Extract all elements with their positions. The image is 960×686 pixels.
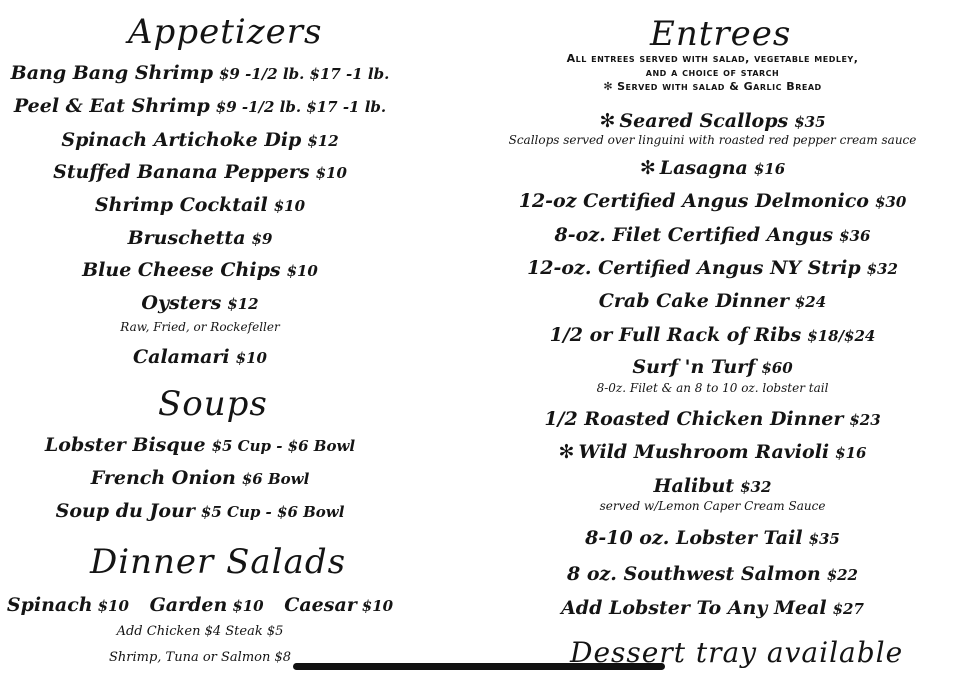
menu-item: 8-oz. Filet Certified Angus $36 [554, 224, 871, 246]
menu-item: ✻ Seared Scallops $35 [599, 110, 826, 132]
entrees-subtitle-1: All entrees served with salad, vegetable medley, [566, 52, 859, 65]
menu-item: Stuffed Banana Peppers $10 [53, 161, 347, 183]
item-note: served w/Lemon Caper Cream Sauce [599, 499, 826, 513]
menu-item: 8-10 oz. Lobster Tail $35 [585, 527, 840, 549]
menu-item: 1/2 or Full Rack of Ribs $18/$24 [549, 324, 876, 346]
soups-heading: Soups [158, 384, 268, 424]
salads-row: Spinach $10 Garden $10 Caesar $10 [6, 594, 394, 616]
menu-item: Bruschetta $9 [127, 227, 273, 249]
star-icon: ✻ [603, 80, 614, 93]
star-icon: ✻ [599, 110, 616, 132]
menu-item: Halibut $32 [653, 475, 772, 497]
item-note: 8-0z. Filet & an 8 to 10 oz. lobster tail [596, 381, 829, 395]
entrees-subtitle-3: ✻ Served with salad & Garlic Bread [603, 80, 822, 93]
menu-item: Peel & Eat Shrimp $9 -1/2 lb. $17 -1 lb. [13, 95, 387, 117]
menu-item: Lobster Bisque $5 Cup - $6 Bowl [44, 434, 356, 456]
menu-item: ✻ Wild Mushroom Ravioli $16 [558, 441, 867, 463]
menu-item: Surf 'n Turf $60 [632, 356, 793, 378]
star-icon: ✻ [558, 441, 575, 463]
menu-item: Oysters $12 [141, 292, 259, 314]
dinner-salads-heading: Dinner Salads [90, 542, 347, 582]
salad-addons-line-1: Add Chicken $4 Steak $5 [116, 624, 284, 639]
menu-item: ✻ Lasagna $16 [639, 157, 786, 179]
menu-item: Calamari $10 [133, 346, 267, 368]
menu-item: 1/2 Roasted Chicken Dinner $23 [544, 408, 881, 430]
entrees-subtitle-2: and a choice of starch [645, 66, 780, 79]
menu-item: Shrimp Cocktail $10 [94, 194, 306, 216]
menu-item: 12-oz Certified Angus Delmonico $30 [518, 190, 907, 212]
dessert-note: Dessert tray available [570, 636, 904, 669]
menu-item: Blue Cheese Chips $10 [82, 259, 318, 281]
menu-item: Crab Cake Dinner $24 [598, 290, 827, 312]
menu-item: French Onion $6 Bowl [90, 467, 310, 489]
entrees-heading: Entrees [650, 14, 792, 54]
menu-item: Soup du Jour $5 Cup - $6 Bowl [55, 500, 345, 522]
star-icon: ✻ [639, 157, 656, 179]
menu-item: 8 oz. Southwest Salmon $22 [566, 563, 858, 585]
menu-item: Bang Bang Shrimp $9 -1/2 lb. $17 -1 lb. [10, 62, 390, 84]
menu-item: 12-oz. Certified Angus NY Strip $32 [527, 257, 898, 279]
menu-item: Spinach Artichoke Dip $12 [61, 129, 339, 151]
appetizers-heading: Appetizers [128, 12, 323, 52]
salad-addons-line-2: Shrimp, Tuna or Salmon $8 [108, 650, 292, 665]
item-note: Raw, Fried, or Rockefeller [120, 320, 280, 334]
item-note: Scallops served over linguini with roasted red pepper cream sauce [508, 133, 917, 147]
menu-item: Add Lobster To Any Meal $27 [561, 597, 864, 619]
